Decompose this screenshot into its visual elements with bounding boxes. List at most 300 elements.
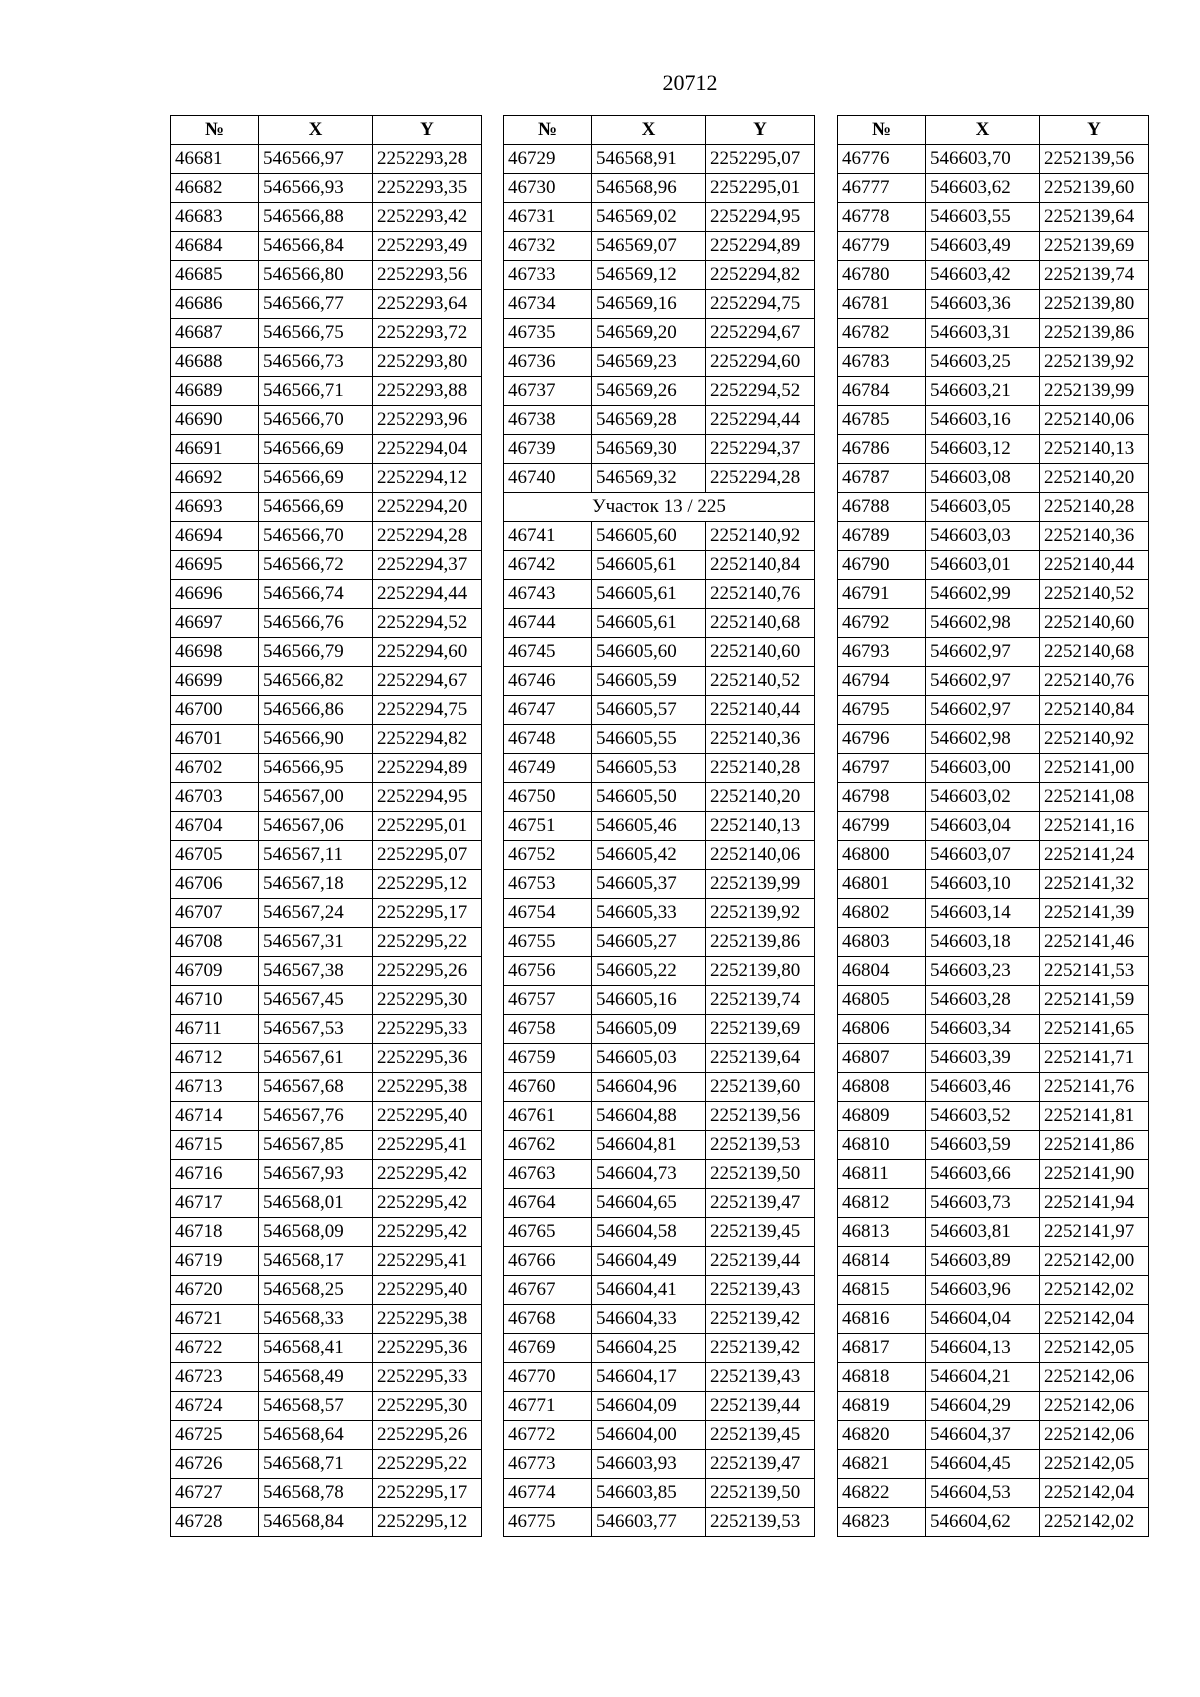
point-number: 46795 xyxy=(838,696,926,725)
table-row xyxy=(838,899,1149,928)
point-number: 46705 xyxy=(171,841,259,870)
table-row xyxy=(504,1247,815,1276)
y-coordinate: 2252139,92 xyxy=(706,899,815,928)
y-coordinate: 2252294,67 xyxy=(706,319,815,348)
x-coordinate: 546566,79 xyxy=(259,638,373,667)
point-number: 46699 xyxy=(171,667,259,696)
table-row xyxy=(838,1160,1149,1189)
table-row xyxy=(171,493,482,522)
point-number: 46764 xyxy=(504,1189,592,1218)
point-number: 46704 xyxy=(171,812,259,841)
point-number: 46791 xyxy=(838,580,926,609)
x-coordinate: 546604,33 xyxy=(592,1305,706,1334)
x-coordinate: 546569,20 xyxy=(592,319,706,348)
point-number: 46800 xyxy=(838,841,926,870)
point-number: 46737 xyxy=(504,377,592,406)
y-coordinate: 2252139,60 xyxy=(1040,174,1149,203)
table-row xyxy=(838,957,1149,986)
point-number: 46820 xyxy=(838,1421,926,1450)
y-coordinate: 2252141,76 xyxy=(1040,1073,1149,1102)
y-coordinate: 2252294,44 xyxy=(706,406,815,435)
x-coordinate: 546566,80 xyxy=(259,261,373,290)
y-coordinate: 2252140,92 xyxy=(1040,725,1149,754)
y-coordinate: 2252139,47 xyxy=(706,1450,815,1479)
point-number: 46798 xyxy=(838,783,926,812)
table-row xyxy=(504,232,815,261)
point-number: 46787 xyxy=(838,464,926,493)
table-row xyxy=(838,1363,1149,1392)
point-number: 46696 xyxy=(171,580,259,609)
point-number: 46741 xyxy=(504,522,592,551)
point-number: 46818 xyxy=(838,1363,926,1392)
point-number: 46692 xyxy=(171,464,259,493)
table-row xyxy=(171,1073,482,1102)
table-row xyxy=(171,1102,482,1131)
table-row xyxy=(171,986,482,1015)
point-number: 46810 xyxy=(838,1131,926,1160)
point-number: 46816 xyxy=(838,1305,926,1334)
point-number: 46722 xyxy=(171,1334,259,1363)
x-coordinate: 546569,07 xyxy=(592,232,706,261)
x-coordinate: 546566,70 xyxy=(259,406,373,435)
table-row xyxy=(504,957,815,986)
table-row xyxy=(171,899,482,928)
y-coordinate: 2252140,60 xyxy=(1040,609,1149,638)
x-coordinate: 546602,97 xyxy=(926,667,1040,696)
x-coordinate: 546568,25 xyxy=(259,1276,373,1305)
x-coordinate: 546605,03 xyxy=(592,1044,706,1073)
y-coordinate: 2252294,82 xyxy=(706,261,815,290)
point-number: 46683 xyxy=(171,203,259,232)
y-coordinate: 2252140,06 xyxy=(1040,406,1149,435)
table-row xyxy=(838,1189,1149,1218)
table-row xyxy=(838,1392,1149,1421)
point-number: 46744 xyxy=(504,609,592,638)
y-coordinate: 2252140,68 xyxy=(706,609,815,638)
table-row xyxy=(838,580,1149,609)
table-row xyxy=(504,1073,815,1102)
x-coordinate: 546605,09 xyxy=(592,1015,706,1044)
point-number: 46801 xyxy=(838,870,926,899)
point-number: 46748 xyxy=(504,725,592,754)
x-coordinate: 546603,16 xyxy=(926,406,1040,435)
table-row xyxy=(171,812,482,841)
table-row xyxy=(171,203,482,232)
x-coordinate: 546603,85 xyxy=(592,1479,706,1508)
y-coordinate: 2252295,41 xyxy=(373,1131,482,1160)
header-y: Y xyxy=(706,116,815,145)
y-coordinate: 2252294,95 xyxy=(373,783,482,812)
table-row xyxy=(171,609,482,638)
x-coordinate: 546566,69 xyxy=(259,493,373,522)
point-number: 46806 xyxy=(838,1015,926,1044)
y-coordinate: 2252139,92 xyxy=(1040,348,1149,377)
table-row xyxy=(171,232,482,261)
x-coordinate: 546566,82 xyxy=(259,667,373,696)
table-row xyxy=(838,348,1149,377)
y-coordinate: 2252293,56 xyxy=(373,261,482,290)
point-number: 46783 xyxy=(838,348,926,377)
x-coordinate: 546602,99 xyxy=(926,580,1040,609)
x-coordinate: 546602,98 xyxy=(926,725,1040,754)
x-coordinate: 546566,72 xyxy=(259,551,373,580)
table-row xyxy=(838,1421,1149,1450)
x-coordinate: 546566,88 xyxy=(259,203,373,232)
y-coordinate: 2252141,16 xyxy=(1040,812,1149,841)
table-row xyxy=(504,783,815,812)
x-coordinate: 546603,39 xyxy=(926,1044,1040,1073)
point-number: 46780 xyxy=(838,261,926,290)
x-coordinate: 546603,02 xyxy=(926,783,1040,812)
table-row xyxy=(838,1102,1149,1131)
table-row xyxy=(171,319,482,348)
x-coordinate: 546605,46 xyxy=(592,812,706,841)
table-row xyxy=(171,145,482,174)
page-number: 20712 xyxy=(662,70,718,95)
point-number: 46700 xyxy=(171,696,259,725)
y-coordinate: 2252295,12 xyxy=(373,1508,482,1537)
point-number: 46760 xyxy=(504,1073,592,1102)
y-coordinate: 2252140,52 xyxy=(706,667,815,696)
y-coordinate: 2252294,04 xyxy=(373,435,482,464)
x-coordinate: 546567,85 xyxy=(259,1131,373,1160)
y-coordinate: 2252139,99 xyxy=(1040,377,1149,406)
y-coordinate: 2252294,52 xyxy=(373,609,482,638)
x-coordinate: 546605,57 xyxy=(592,696,706,725)
y-coordinate: 2252139,43 xyxy=(706,1276,815,1305)
table-row xyxy=(504,1450,815,1479)
point-number: 46746 xyxy=(504,667,592,696)
y-coordinate: 2252139,60 xyxy=(706,1073,815,1102)
table-row xyxy=(838,1450,1149,1479)
table-row xyxy=(504,696,815,725)
x-coordinate: 546566,95 xyxy=(259,754,373,783)
x-coordinate: 546567,61 xyxy=(259,1044,373,1073)
point-number: 46735 xyxy=(504,319,592,348)
table-row xyxy=(171,1160,482,1189)
x-coordinate: 546604,21 xyxy=(926,1363,1040,1392)
x-coordinate: 546604,17 xyxy=(592,1363,706,1392)
table-row xyxy=(504,1508,815,1537)
table-row xyxy=(504,1044,815,1073)
y-coordinate: 2252139,45 xyxy=(706,1218,815,1247)
table-row xyxy=(838,783,1149,812)
x-coordinate: 546568,41 xyxy=(259,1334,373,1363)
x-coordinate: 546605,53 xyxy=(592,754,706,783)
y-coordinate: 2252139,44 xyxy=(706,1247,815,1276)
y-coordinate: 2252139,47 xyxy=(706,1189,815,1218)
point-number: 46711 xyxy=(171,1015,259,1044)
y-coordinate: 2252295,12 xyxy=(373,870,482,899)
table-row xyxy=(838,928,1149,957)
table-row xyxy=(838,1073,1149,1102)
table-row xyxy=(504,1392,815,1421)
y-coordinate: 2252140,84 xyxy=(706,551,815,580)
x-coordinate: 546567,18 xyxy=(259,870,373,899)
y-coordinate: 2252142,06 xyxy=(1040,1363,1149,1392)
point-number: 46742 xyxy=(504,551,592,580)
x-coordinate: 546566,86 xyxy=(259,696,373,725)
y-coordinate: 2252140,76 xyxy=(706,580,815,609)
x-coordinate: 546566,73 xyxy=(259,348,373,377)
table-row xyxy=(838,986,1149,1015)
table-row xyxy=(171,464,482,493)
y-coordinate: 2252294,12 xyxy=(373,464,482,493)
x-coordinate: 546566,93 xyxy=(259,174,373,203)
x-coordinate: 546603,07 xyxy=(926,841,1040,870)
point-number: 46796 xyxy=(838,725,926,754)
table-row xyxy=(504,986,815,1015)
y-coordinate: 2252139,69 xyxy=(1040,232,1149,261)
x-coordinate: 546567,11 xyxy=(259,841,373,870)
table-row xyxy=(504,812,815,841)
x-coordinate: 546569,16 xyxy=(592,290,706,319)
x-coordinate: 546567,00 xyxy=(259,783,373,812)
x-coordinate: 546605,61 xyxy=(592,580,706,609)
table-row xyxy=(504,203,815,232)
y-coordinate: 2252294,82 xyxy=(373,725,482,754)
point-number: 46730 xyxy=(504,174,592,203)
x-coordinate: 546569,26 xyxy=(592,377,706,406)
table-row xyxy=(504,638,815,667)
x-coordinate: 546605,27 xyxy=(592,928,706,957)
x-coordinate: 546603,12 xyxy=(926,435,1040,464)
y-coordinate: 2252294,37 xyxy=(706,435,815,464)
x-coordinate: 546567,38 xyxy=(259,957,373,986)
table-row xyxy=(504,1421,815,1450)
point-number: 46811 xyxy=(838,1160,926,1189)
x-coordinate: 546604,81 xyxy=(592,1131,706,1160)
x-coordinate: 546604,29 xyxy=(926,1392,1040,1421)
x-coordinate: 546603,21 xyxy=(926,377,1040,406)
table-header-row xyxy=(838,116,1149,145)
x-coordinate: 546603,59 xyxy=(926,1131,1040,1160)
x-coordinate: 546603,89 xyxy=(926,1247,1040,1276)
y-coordinate: 2252293,72 xyxy=(373,319,482,348)
point-number: 46719 xyxy=(171,1247,259,1276)
x-coordinate: 546604,73 xyxy=(592,1160,706,1189)
x-coordinate: 546568,57 xyxy=(259,1392,373,1421)
table-row xyxy=(504,1015,815,1044)
table-row xyxy=(171,841,482,870)
y-coordinate: 2252142,05 xyxy=(1040,1334,1149,1363)
x-coordinate: 546603,31 xyxy=(926,319,1040,348)
x-coordinate: 546603,81 xyxy=(926,1218,1040,1247)
point-number: 46782 xyxy=(838,319,926,348)
table-row xyxy=(171,754,482,783)
table-row xyxy=(504,1276,815,1305)
point-number: 46793 xyxy=(838,638,926,667)
x-coordinate: 546603,28 xyxy=(926,986,1040,1015)
y-coordinate: 2252139,69 xyxy=(706,1015,815,1044)
y-coordinate: 2252295,33 xyxy=(373,1015,482,1044)
table-row xyxy=(504,609,815,638)
point-number: 46756 xyxy=(504,957,592,986)
point-number: 46739 xyxy=(504,435,592,464)
y-coordinate: 2252295,07 xyxy=(706,145,815,174)
point-number: 46765 xyxy=(504,1218,592,1247)
y-coordinate: 2252294,75 xyxy=(706,290,815,319)
point-number: 46754 xyxy=(504,899,592,928)
table-row xyxy=(171,1044,482,1073)
point-number: 46808 xyxy=(838,1073,926,1102)
x-coordinate: 546566,97 xyxy=(259,145,373,174)
header-x: X xyxy=(592,116,706,145)
x-coordinate: 546603,96 xyxy=(926,1276,1040,1305)
y-coordinate: 2252142,04 xyxy=(1040,1305,1149,1334)
y-coordinate: 2252293,96 xyxy=(373,406,482,435)
y-coordinate: 2252295,40 xyxy=(373,1102,482,1131)
y-coordinate: 2252140,13 xyxy=(706,812,815,841)
x-coordinate: 546566,70 xyxy=(259,522,373,551)
point-number: 46823 xyxy=(838,1508,926,1537)
point-number: 46752 xyxy=(504,841,592,870)
x-coordinate: 546605,60 xyxy=(592,638,706,667)
point-number: 46716 xyxy=(171,1160,259,1189)
point-number: 46721 xyxy=(171,1305,259,1334)
y-coordinate: 2252295,36 xyxy=(373,1044,482,1073)
x-coordinate: 546566,69 xyxy=(259,435,373,464)
y-coordinate: 2252294,95 xyxy=(706,203,815,232)
x-coordinate: 546604,53 xyxy=(926,1479,1040,1508)
table-row xyxy=(504,928,815,957)
x-coordinate: 546568,96 xyxy=(592,174,706,203)
x-coordinate: 546605,59 xyxy=(592,667,706,696)
coordinate-table-2 xyxy=(503,115,815,1537)
point-number: 46682 xyxy=(171,174,259,203)
y-coordinate: 2252140,28 xyxy=(706,754,815,783)
y-coordinate: 2252139,42 xyxy=(706,1334,815,1363)
point-number: 46728 xyxy=(171,1508,259,1537)
y-coordinate: 2252142,06 xyxy=(1040,1392,1149,1421)
y-coordinate: 2252142,06 xyxy=(1040,1421,1149,1450)
point-number: 46778 xyxy=(838,203,926,232)
table-row xyxy=(504,1189,815,1218)
table-row xyxy=(504,1131,815,1160)
x-coordinate: 546603,34 xyxy=(926,1015,1040,1044)
point-number: 46710 xyxy=(171,986,259,1015)
y-coordinate: 2252140,44 xyxy=(1040,551,1149,580)
x-coordinate: 546568,84 xyxy=(259,1508,373,1537)
table-row xyxy=(171,870,482,899)
x-coordinate: 546569,32 xyxy=(592,464,706,493)
header-number: № xyxy=(504,116,592,145)
point-number: 46731 xyxy=(504,203,592,232)
point-number: 46803 xyxy=(838,928,926,957)
table-row xyxy=(838,1305,1149,1334)
x-coordinate: 546603,77 xyxy=(592,1508,706,1537)
point-number: 46703 xyxy=(171,783,259,812)
y-coordinate: 2252294,60 xyxy=(373,638,482,667)
x-coordinate: 546604,25 xyxy=(592,1334,706,1363)
point-number: 46781 xyxy=(838,290,926,319)
point-number: 46761 xyxy=(504,1102,592,1131)
table-row xyxy=(504,435,815,464)
table-row xyxy=(171,1247,482,1276)
point-number: 46821 xyxy=(838,1450,926,1479)
y-coordinate: 2252295,42 xyxy=(373,1189,482,1218)
y-coordinate: 2252295,42 xyxy=(373,1218,482,1247)
y-coordinate: 2252293,64 xyxy=(373,290,482,319)
x-coordinate: 546568,78 xyxy=(259,1479,373,1508)
x-coordinate: 546604,37 xyxy=(926,1421,1040,1450)
point-number: 46750 xyxy=(504,783,592,812)
x-coordinate: 546603,93 xyxy=(592,1450,706,1479)
point-number: 46681 xyxy=(171,145,259,174)
table-row xyxy=(838,1479,1149,1508)
x-coordinate: 546566,69 xyxy=(259,464,373,493)
point-number: 46725 xyxy=(171,1421,259,1450)
point-number: 46702 xyxy=(171,754,259,783)
y-coordinate: 2252141,00 xyxy=(1040,754,1149,783)
table-row xyxy=(838,290,1149,319)
point-number: 46799 xyxy=(838,812,926,841)
x-coordinate: 546604,62 xyxy=(926,1508,1040,1537)
point-number: 46768 xyxy=(504,1305,592,1334)
x-coordinate: 546603,73 xyxy=(926,1189,1040,1218)
point-number: 46784 xyxy=(838,377,926,406)
table-row xyxy=(171,290,482,319)
y-coordinate: 2252139,50 xyxy=(706,1479,815,1508)
point-number: 46815 xyxy=(838,1276,926,1305)
point-number: 46706 xyxy=(171,870,259,899)
point-number: 46771 xyxy=(504,1392,592,1421)
y-coordinate: 2252140,44 xyxy=(706,696,815,725)
point-number: 46708 xyxy=(171,928,259,957)
table-row xyxy=(504,145,815,174)
y-coordinate: 2252139,86 xyxy=(706,928,815,957)
header-y: Y xyxy=(1040,116,1149,145)
y-coordinate: 2252295,42 xyxy=(373,1160,482,1189)
y-coordinate: 2252293,88 xyxy=(373,377,482,406)
table-row xyxy=(171,783,482,812)
point-number: 46797 xyxy=(838,754,926,783)
x-coordinate: 546605,50 xyxy=(592,783,706,812)
table-row xyxy=(838,609,1149,638)
y-coordinate: 2252141,46 xyxy=(1040,928,1149,957)
x-coordinate: 546602,97 xyxy=(926,638,1040,667)
x-coordinate: 546604,41 xyxy=(592,1276,706,1305)
table-header-row xyxy=(171,116,482,145)
point-number: 46790 xyxy=(838,551,926,580)
x-coordinate: 546604,88 xyxy=(592,1102,706,1131)
point-number: 46720 xyxy=(171,1276,259,1305)
y-coordinate: 2252139,44 xyxy=(706,1392,815,1421)
x-coordinate: 546603,14 xyxy=(926,899,1040,928)
point-number: 46749 xyxy=(504,754,592,783)
y-coordinate: 2252140,92 xyxy=(706,522,815,551)
y-coordinate: 2252142,04 xyxy=(1040,1479,1149,1508)
point-number: 46807 xyxy=(838,1044,926,1073)
x-coordinate: 546566,84 xyxy=(259,232,373,261)
table-row xyxy=(504,174,815,203)
point-number: 46714 xyxy=(171,1102,259,1131)
section-label: Участок 13 / 225 xyxy=(504,493,815,522)
x-coordinate: 546602,97 xyxy=(926,696,1040,725)
table-row xyxy=(171,1131,482,1160)
x-coordinate: 546568,09 xyxy=(259,1218,373,1247)
point-number: 46713 xyxy=(171,1073,259,1102)
table-row xyxy=(838,522,1149,551)
point-number: 46813 xyxy=(838,1218,926,1247)
y-coordinate: 2252139,64 xyxy=(706,1044,815,1073)
point-number: 46717 xyxy=(171,1189,259,1218)
table-row xyxy=(838,696,1149,725)
table-row xyxy=(838,870,1149,899)
y-coordinate: 2252141,65 xyxy=(1040,1015,1149,1044)
table-row xyxy=(838,1334,1149,1363)
header-x: X xyxy=(926,116,1040,145)
